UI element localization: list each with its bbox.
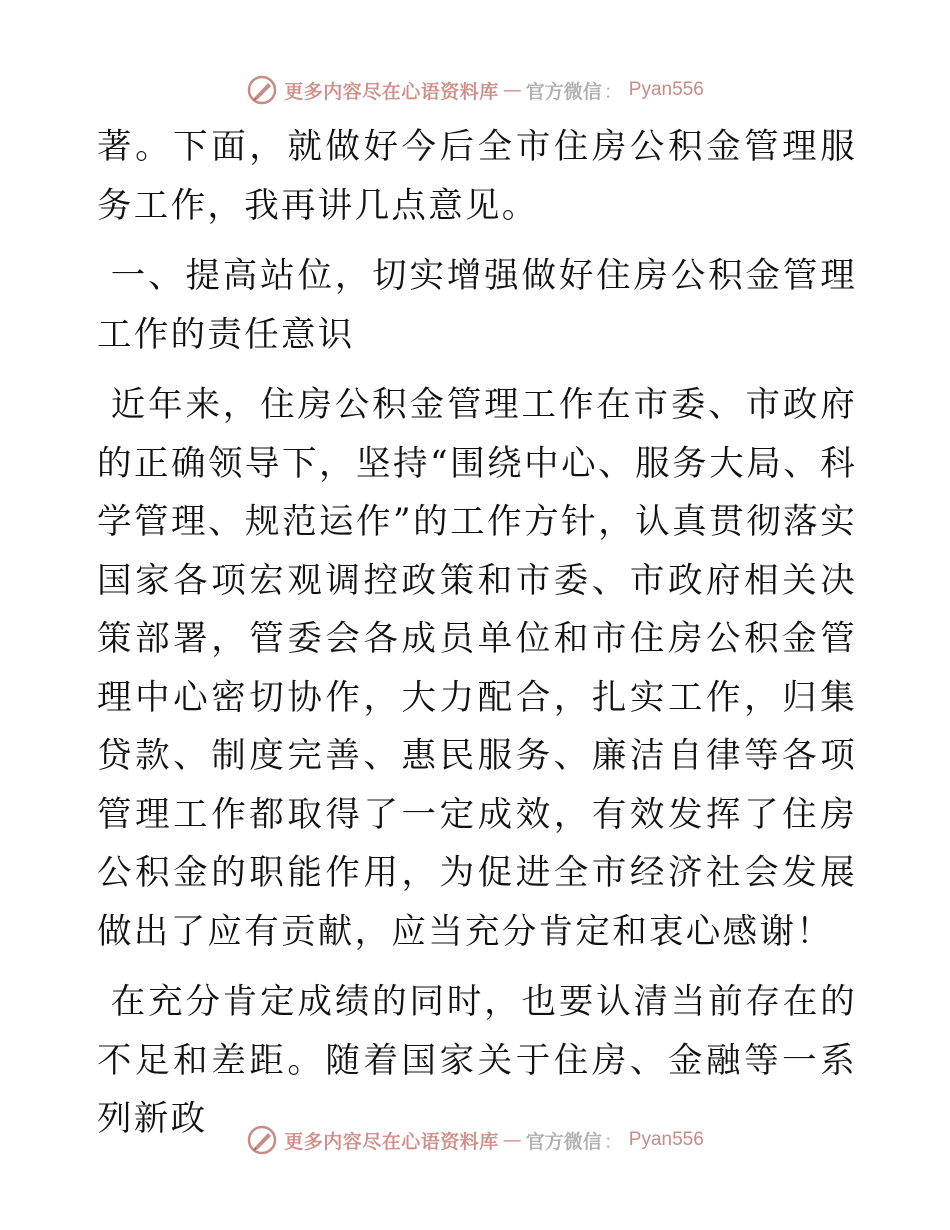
paragraph-intro: 著。下面，就做好今后全市住房公积金管理服务工作，我再讲几点意见。 bbox=[97, 127, 857, 226]
document-body bbox=[97, 118, 857, 1149]
watermark-wechat-id: Pyan556 bbox=[628, 79, 704, 100]
pen-logo-icon bbox=[246, 74, 278, 106]
watermark-colon: ： bbox=[603, 80, 623, 103]
pen-logo-icon bbox=[246, 1124, 278, 1156]
watermark-separator: — bbox=[502, 1129, 522, 1151]
watermark-colon: ： bbox=[603, 1130, 623, 1153]
paragraph-shortcomings: 在充分肯定成绩的同时，也要认清当前存在的不足和差距。随着国家关于住房、金融等一系列新政 bbox=[97, 982, 857, 1139]
paragraph-achievements: 近年来，住房公积金管理工作在市委、市政府的正确领导下，坚持“围绕中心、服务大局、科学管理、规范运作”的工作方针，认真贯彻落实国家各项宏观调控政策和市委、市政府相关决策部署，管委会各成员单位和市住房公积金管理中心密切协作，大力配合，扎实工作，归集贷款、制度完善、惠民服务、廉洁自律等各项管理工作都取得了一定成效，有效发挥了住房公积金的职能作用，为促进全市经济社会发展做出了应有贡献，应当充分肯定和衷心感谢！ bbox=[97, 385, 857, 952]
watermark-main-text: 更多内容尽在心语资料库 bbox=[284, 1130, 499, 1153]
watermark-main-text: 更多内容尽在心语资料库 bbox=[284, 80, 499, 103]
watermark-header bbox=[0, 70, 950, 110]
section-heading: 一、提高站位，切实增强做好住房公积金管理工作的责任意识 bbox=[97, 256, 857, 355]
watermark-label: 官方微信 bbox=[525, 80, 602, 103]
watermark-label: 官方微信 bbox=[525, 1130, 602, 1153]
watermark-footer bbox=[0, 1120, 950, 1160]
watermark-separator: — bbox=[502, 79, 522, 101]
watermark-wechat-id: Pyan556 bbox=[628, 1129, 704, 1150]
